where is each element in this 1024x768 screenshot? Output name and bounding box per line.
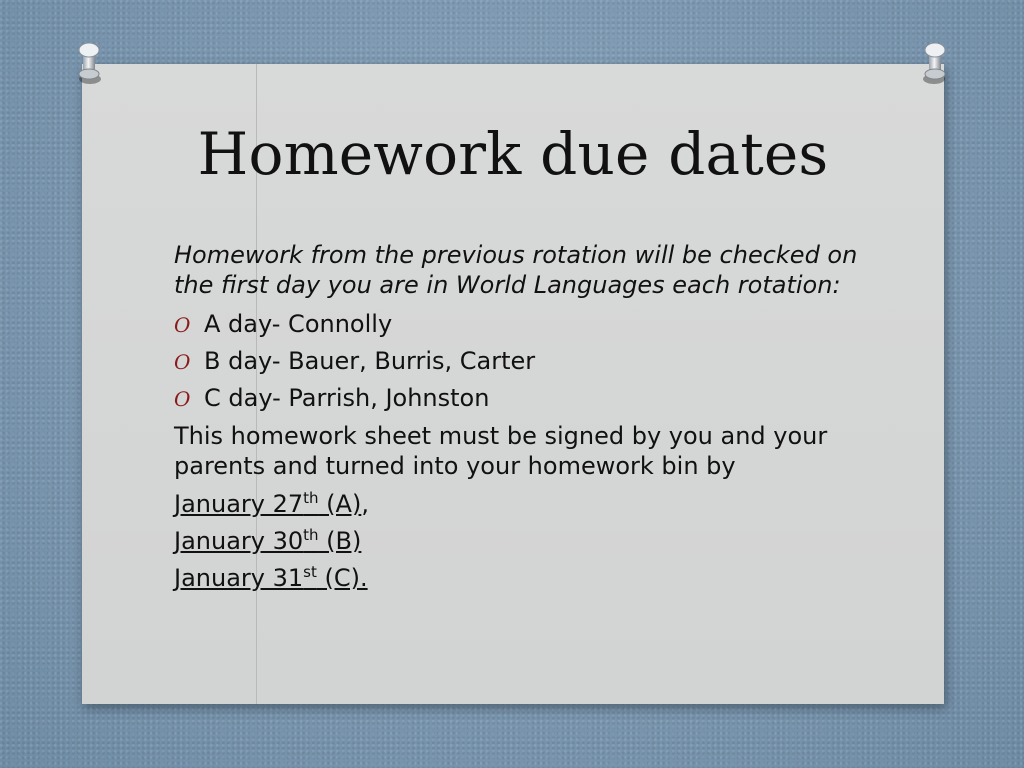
slide-content: [174, 240, 894, 600]
due-date: [174, 564, 368, 592]
intro-text: Homework from the previous rotation will be checked on the first day you are in World Languages each rotation:: [174, 241, 858, 299]
due-date: [174, 527, 361, 555]
due-date-ordinal: th: [303, 489, 319, 507]
list-item-text: A day- Connolly: [204, 310, 393, 338]
list-item-text: C day- Parrish, Johnston: [204, 384, 490, 412]
due-date-day: January 31: [174, 564, 304, 592]
bullet-icon: O: [174, 387, 191, 411]
slide-title: Homework due dates: [197, 120, 829, 188]
due-date-day: January 27: [174, 490, 304, 518]
instructions-text: This homework sheet must be signed by you and your parents and turned into your homework bin by: [174, 422, 828, 480]
due-date-trailing: ,: [361, 490, 369, 518]
list-item-text: B day- Bauer, Burris, Carter: [204, 347, 536, 375]
bullet-icon: O: [174, 350, 191, 374]
due-date: [174, 490, 361, 518]
pushpin-icon: [72, 40, 106, 88]
due-date-line: [174, 526, 894, 556]
due-date-ordinal: st: [303, 563, 317, 581]
due-date-line: [174, 563, 894, 593]
list-item: [174, 347, 894, 376]
due-date-ordinal: th: [303, 526, 319, 544]
rotation-list: [174, 310, 894, 413]
due-date-rotation: (B): [318, 527, 362, 555]
pushpin-icon: [918, 40, 952, 88]
due-date-line: [174, 489, 894, 519]
bullet-icon: O: [174, 313, 191, 337]
list-item: [174, 384, 894, 413]
list-item: [174, 310, 894, 339]
due-date-rotation: (A): [318, 490, 362, 518]
due-date-rotation: (C).: [316, 564, 368, 592]
due-date-day: January 30: [174, 527, 304, 555]
